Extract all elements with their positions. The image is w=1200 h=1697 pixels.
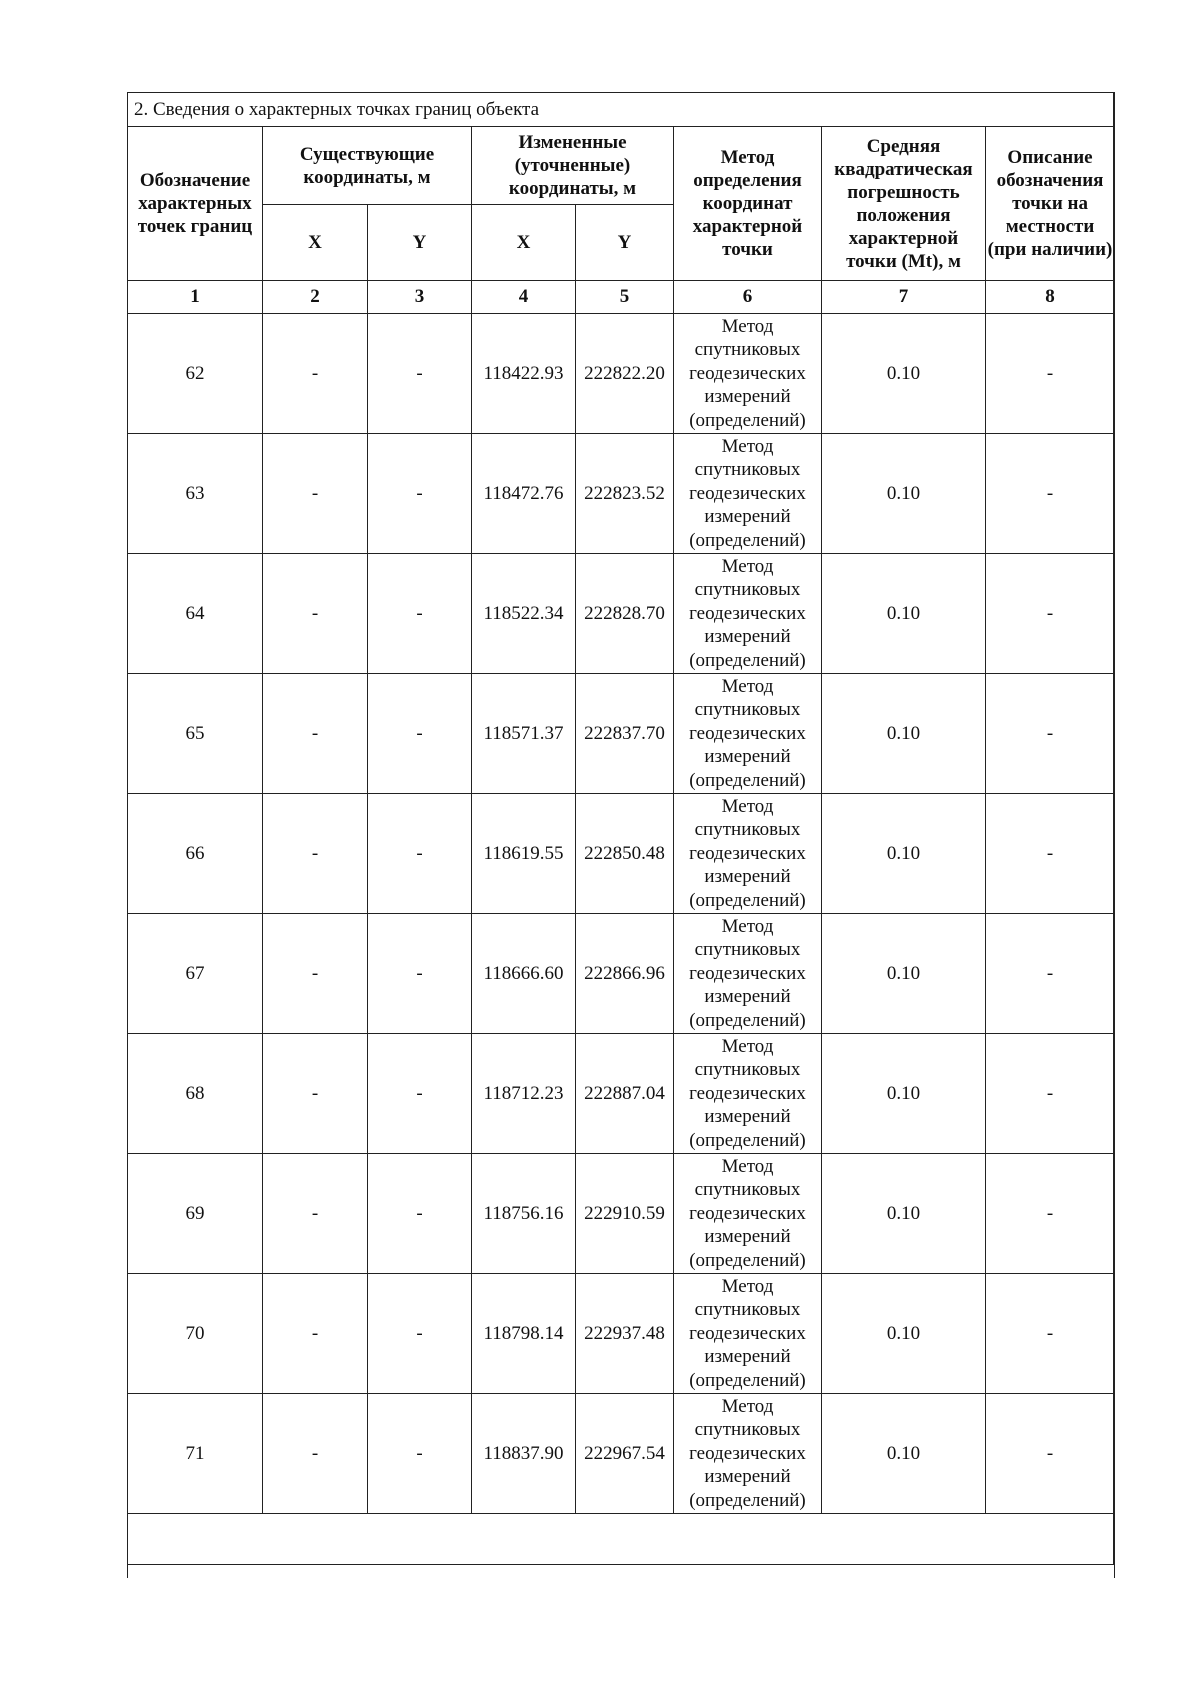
method-cell: Метод спутниковых геодезических измерений (определений) (674, 794, 822, 914)
existing-x: - (263, 1274, 368, 1394)
changed-x: 118619.55 (472, 794, 576, 914)
table-row (128, 1034, 1115, 1154)
header-point-designation: Обозначение характерных точек границ (128, 127, 263, 281)
method-cell: Метод спутниковых геодезических измерений (определений) (674, 554, 822, 674)
method-cell: Метод спутниковых геодезических измерений (определений) (674, 314, 822, 434)
existing-y: - (368, 674, 472, 794)
existing-y: - (368, 914, 472, 1034)
column-number: 8 (986, 281, 1115, 314)
column-number: 2 (263, 281, 368, 314)
existing-x: - (263, 554, 368, 674)
description-cell: - (986, 674, 1115, 794)
header-changed-y: Y (576, 205, 674, 281)
changed-x: 118756.16 (472, 1154, 576, 1274)
header-existing-coords: Существующие координаты, м (263, 127, 472, 205)
mt-value: 0.10 (822, 314, 986, 434)
mt-value: 0.10 (822, 794, 986, 914)
changed-y: 222887.04 (576, 1034, 674, 1154)
column-number: 1 (128, 281, 263, 314)
existing-y: - (368, 434, 472, 554)
mt-value: 0.10 (822, 554, 986, 674)
table-row (128, 1154, 1115, 1274)
point-number: 64 (128, 554, 263, 674)
table-row (128, 434, 1115, 554)
point-number: 69 (128, 1154, 263, 1274)
changed-y: 222823.52 (576, 434, 674, 554)
existing-y: - (368, 1394, 472, 1514)
header-existing-x: X (263, 205, 368, 281)
existing-x: - (263, 914, 368, 1034)
description-cell: - (986, 434, 1115, 554)
existing-y: - (368, 554, 472, 674)
section-title: 2. Сведения о характерных точках границ объекта (128, 93, 1115, 127)
column-number: 5 (576, 281, 674, 314)
method-cell: Метод спутниковых геодезических измерений (определений) (674, 1034, 822, 1154)
existing-y: - (368, 314, 472, 434)
column-number: 7 (822, 281, 986, 314)
header-mean-square-error: Средняя квадратическая погрешность положения характерной точки (Mt), м (822, 127, 986, 281)
description-cell: - (986, 1394, 1115, 1514)
existing-x: - (263, 1394, 368, 1514)
description-cell: - (986, 1034, 1115, 1154)
changed-y: 222937.48 (576, 1274, 674, 1394)
description-cell: - (986, 314, 1115, 434)
description-cell: - (986, 554, 1115, 674)
existing-x: - (263, 1154, 368, 1274)
point-number: 67 (128, 914, 263, 1034)
existing-y: - (368, 1034, 472, 1154)
changed-x: 118522.34 (472, 554, 576, 674)
existing-x: - (263, 434, 368, 554)
description-cell: - (986, 1154, 1115, 1274)
existing-y: - (368, 1154, 472, 1274)
changed-y: 222850.48 (576, 794, 674, 914)
mt-value: 0.10 (822, 914, 986, 1034)
mt-value: 0.10 (822, 1154, 986, 1274)
method-cell: Метод спутниковых геодезических измерений (определений) (674, 434, 822, 554)
mt-value: 0.10 (822, 1274, 986, 1394)
description-cell: - (986, 1274, 1115, 1394)
changed-x: 118472.76 (472, 434, 576, 554)
point-number: 62 (128, 314, 263, 434)
table-row (128, 314, 1115, 434)
header-changed-x: X (472, 205, 576, 281)
existing-x: - (263, 1034, 368, 1154)
point-number: 68 (128, 1034, 263, 1154)
method-cell: Метод спутниковых геодезических измерений (определений) (674, 1274, 822, 1394)
changed-x: 118798.14 (472, 1274, 576, 1394)
mt-value: 0.10 (822, 674, 986, 794)
empty-footer-row (128, 1514, 1115, 1579)
changed-y: 222822.20 (576, 314, 674, 434)
changed-y: 222866.96 (576, 914, 674, 1034)
column-number-row (128, 281, 1115, 314)
changed-x: 118666.60 (472, 914, 576, 1034)
changed-y: 222967.54 (576, 1394, 674, 1514)
description-cell: - (986, 794, 1115, 914)
method-cell: Метод спутниковых геодезических измерений (определений) (674, 1394, 822, 1514)
mt-value: 0.10 (822, 1394, 986, 1514)
header-description: Описание обозначения точки на местности (при наличии) (986, 127, 1115, 281)
point-number: 65 (128, 674, 263, 794)
point-number: 71 (128, 1394, 263, 1514)
changed-y: 222837.70 (576, 674, 674, 794)
changed-x: 118712.23 (472, 1034, 576, 1154)
column-number: 3 (368, 281, 472, 314)
changed-x: 118837.90 (472, 1394, 576, 1514)
existing-x: - (263, 674, 368, 794)
mt-value: 0.10 (822, 1034, 986, 1154)
empty-cell (128, 1514, 1115, 1579)
table-row (128, 674, 1115, 794)
table-row (128, 1274, 1115, 1394)
header-existing-y: Y (368, 205, 472, 281)
changed-y: 222910.59 (576, 1154, 674, 1274)
mt-value: 0.10 (822, 434, 986, 554)
table-row (128, 794, 1115, 914)
existing-y: - (368, 1274, 472, 1394)
column-number: 4 (472, 281, 576, 314)
method-cell: Метод спутниковых геодезических измерений (определений) (674, 674, 822, 794)
changed-x: 118571.37 (472, 674, 576, 794)
point-number: 66 (128, 794, 263, 914)
method-cell: Метод спутниковых геодезических измерений (определений) (674, 914, 822, 1034)
changed-y: 222828.70 (576, 554, 674, 674)
boundary-points-table (127, 92, 1115, 1578)
point-number: 70 (128, 1274, 263, 1394)
table-row (128, 914, 1115, 1034)
header-changed-coords: Измененные (уточненные) координаты, м (472, 127, 674, 205)
method-cell: Метод спутниковых геодезических измерений (определений) (674, 1154, 822, 1274)
table-row (128, 1394, 1115, 1514)
existing-x: - (263, 794, 368, 914)
description-cell: - (986, 914, 1115, 1034)
existing-x: - (263, 314, 368, 434)
existing-y: - (368, 794, 472, 914)
header-method: Метод определения координат характерной точки (674, 127, 822, 281)
column-number: 6 (674, 281, 822, 314)
point-number: 63 (128, 434, 263, 554)
changed-x: 118422.93 (472, 314, 576, 434)
table-row (128, 554, 1115, 674)
